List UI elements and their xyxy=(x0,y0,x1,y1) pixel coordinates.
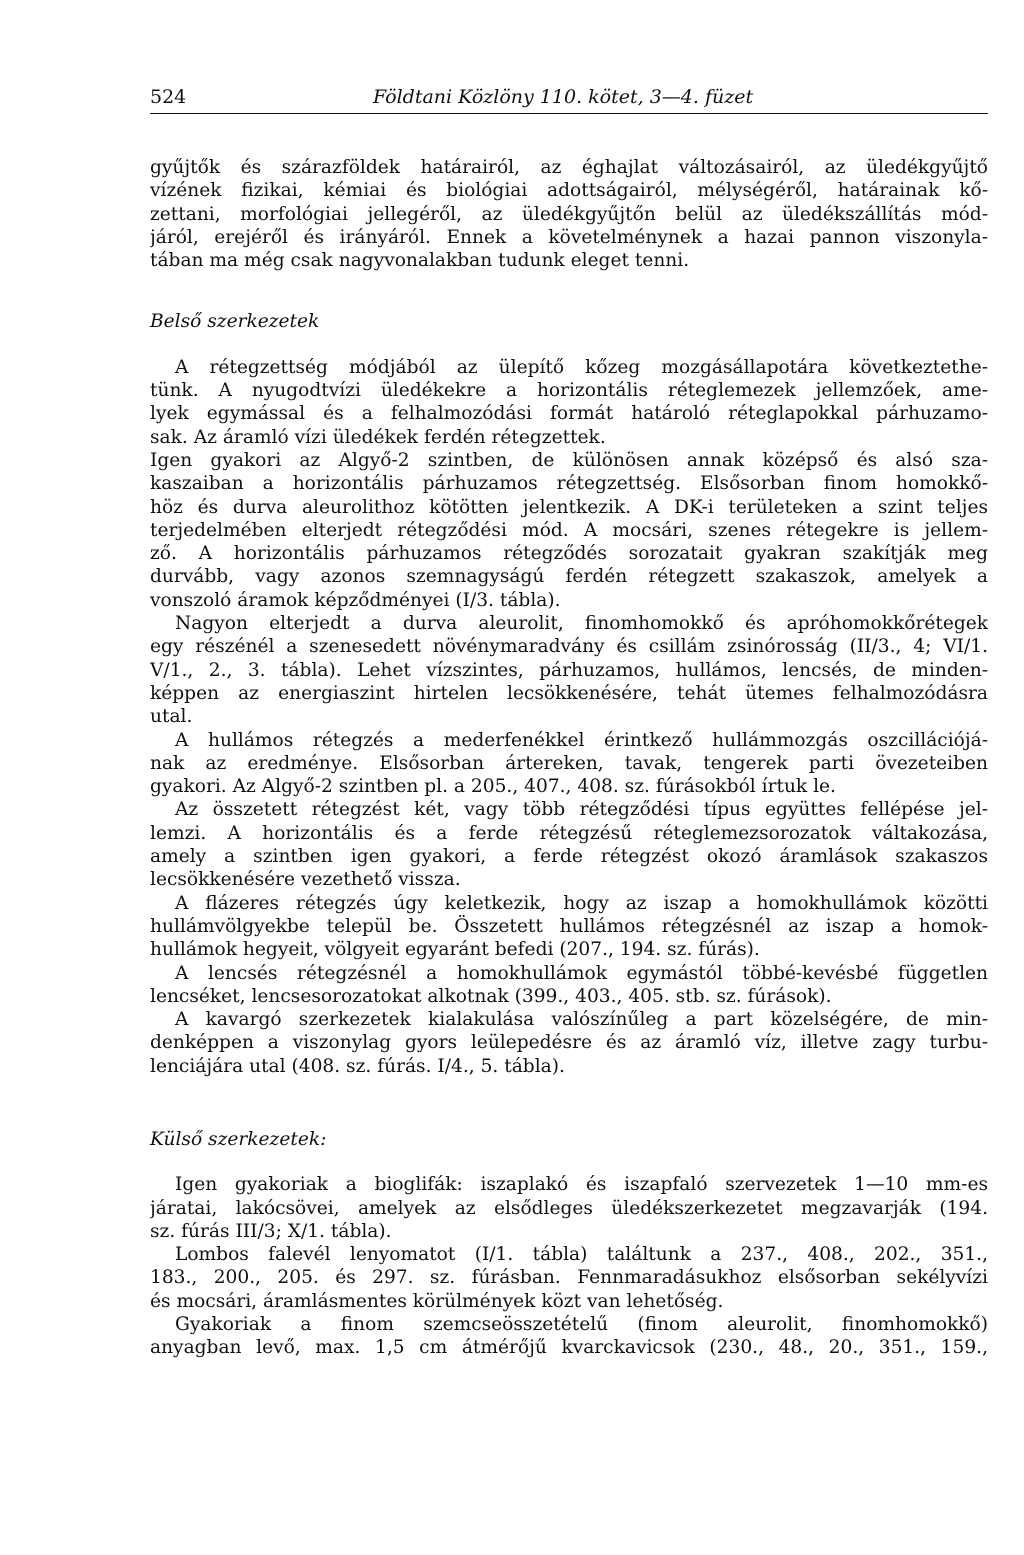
text-line: A rétegzettség módjából az ülepítő kőzeg mozgásállapotára következtethe- xyxy=(175,356,988,378)
text-line: lyek egymással és a felhalmozódási formát határoló réteglapokkal párhuzamo- xyxy=(150,403,988,425)
text-line: hullámvölgyekbe települ be. Összetett hullámos rétegzésnél az iszap a homok- xyxy=(150,915,988,937)
body-text xyxy=(150,156,988,1360)
text-line: Lombos falevél lenyomatot (I/1. tábla) találtunk a 237., 408., 202., 351., xyxy=(175,1244,988,1266)
text-line: V/1., 2., 3. tábla). Lehet vízszintes, párhuzamos, hullámos, lencsés, de minden- xyxy=(150,659,988,681)
text-line: és mocsári, áramlásmentes körülmények közt van lehetőség. xyxy=(150,1290,724,1312)
text-line: tában ma még csak nagyvonalakban tudunk eleget tenni. xyxy=(150,250,690,272)
text-line: gyűjtők és szárazföldek határairól, az éghajlat változásairól, az üledékgyűjtő xyxy=(150,157,988,178)
text-line: utal. xyxy=(150,706,193,728)
text-line: ző. A horizontális párhuzamos rétegződés sorozatait gyakran szakítják meg xyxy=(150,543,988,565)
journal-title: Földtani Közlöny 110. kötet, 3—4. füzet xyxy=(373,86,754,108)
text-line: Igen gyakori az Algyő-2 szintben, de különösen annak középső és alsó sza- xyxy=(150,449,988,471)
text-line: Az összetett rétegzést két, vagy több rétegződési típus együttes fellépése jel- xyxy=(175,799,988,821)
text-line: zettani, morfológiai jellegéről, az üledékgyűjtőn belül az üledékszállítás mód- xyxy=(150,203,988,225)
text-line: Gyakoriak a finom szemcseösszetételű (finom aleurolit, finomhomokkő) xyxy=(175,1314,988,1336)
text-line: terjedelmében elterjedt rétegződési mód. A mocsári, szenes rétegekre is jellem- xyxy=(150,519,988,541)
text-line: A flázeres rétegzés úgy keletkezik, hogy az iszap a homokhullámok közötti xyxy=(175,892,988,914)
text-line: durvább, vagy azonos szemnagyságú ferdén rétegzett szakaszok, amelyek a xyxy=(150,566,988,588)
text-line: anyagban levő, max. 1,5 cm átmérőjű kvarckavicsok (230., 48., 20., 351., 159., xyxy=(150,1337,988,1359)
text-line: 183., 200., 205. és 297. sz. fúrásban. Fennmaradásukhoz elsősorban sekélyvízi xyxy=(150,1267,988,1289)
text-line: gyakori. Az Algyő-2 szintben pl. a 205., 407., 408. sz. fúrásokból írtuk le. xyxy=(150,776,836,798)
text-line: lencséket, lencsesorozatokat alkotnak (399., 403., 405. stb. sz. fúrások). xyxy=(150,985,832,1007)
text-line: járatai, lakócsövei, amelyek az elsődleges üledékszerkezetet megzavarják (194. xyxy=(150,1197,988,1219)
text-line: egy részénél a szenesedett növénymaradvány és csillám zsinórosság (II/3., 4; VI/1. xyxy=(150,636,988,658)
text-line: sak. Az áramló vízi üledékek ferdén rétegzettek. xyxy=(150,426,606,448)
text-line: sz. fúrás III/3; X/1. tábla). xyxy=(150,1220,392,1242)
text-line: denképpen a viszonylag gyors leülepedésre és az áramló víz, illetve zagy turbu- xyxy=(150,1032,988,1054)
running-header xyxy=(150,86,988,112)
text-line: járól, erejéről és irányáról. Ennek a követelménynek a hazai pannon viszonyla- xyxy=(150,226,988,248)
text-line: Igen gyakoriak a bioglifák: iszaplakó és iszapfaló szervezetek 1—10 mm-es xyxy=(175,1174,988,1196)
text-line: A kavargó szerkezetek kialakulása valószínűleg a part közelségére, de min- xyxy=(175,1009,988,1031)
text-line: nak az eredménye. Elsősorban ártereken, tavak, tengerek parti övezeteiben xyxy=(150,752,988,774)
text-line: A hullámos rétegzés a mederfenékkel érintkező hullámmozgás oszcillációjá- xyxy=(175,729,988,751)
header-rule xyxy=(150,113,988,114)
text-line: A lencsés rétegzésnél a homokhullámok egymástól többé-kevésbé független xyxy=(175,962,988,984)
text-line: vonszoló áramok képződményei (I/3. tábla). xyxy=(150,589,561,611)
text-line: Nagyon elterjedt a durva aleurolit, finomhomokkő és apróhomokkőrétegek xyxy=(175,613,988,635)
text-line: képpen az energiaszint hirtelen lecsökkenésére, tehát ütemes felhalmozódásra xyxy=(150,682,988,704)
text-line: vízének fizikai, kémiai és biológiai adottságairól, mélységéről, határainak kő- xyxy=(150,180,988,202)
text-line: kaszaiban a horizontális párhuzamos rétegzettség. Elsősorban finom homokkő- xyxy=(150,473,988,495)
text-line: amely a szintben igen gyakori, a ferde rétegzést okozó áramlások szakaszos xyxy=(150,846,988,868)
page-number: 524 xyxy=(150,86,187,108)
text-line: lenciájára utal (408. sz. fúrás. I/4., 5. tábla). xyxy=(150,1055,565,1077)
text-line: tünk. A nyugodtvízi üledékekre a horizontális réteglemezek jellemzőek, ame- xyxy=(150,380,988,402)
text-line: hullámok hegyeit, völgyeit egyaránt befedi (207., 194. sz. fúrás). xyxy=(150,939,760,961)
text-line: höz és durva aleurolithoz kötötten jelentkezik. A DK-i területeken a szint teljes xyxy=(150,496,988,518)
text-line: lemzi. A horizontális és a ferde rétegzésű réteglemezsorozatok váltakozása, xyxy=(150,822,988,844)
section-heading-internal: Belső szerkezetek xyxy=(150,311,320,333)
section-heading-external: Külső szerkezetek: xyxy=(150,1128,327,1150)
text-line: lecsökkenésére vezethető vissza. xyxy=(150,869,461,891)
